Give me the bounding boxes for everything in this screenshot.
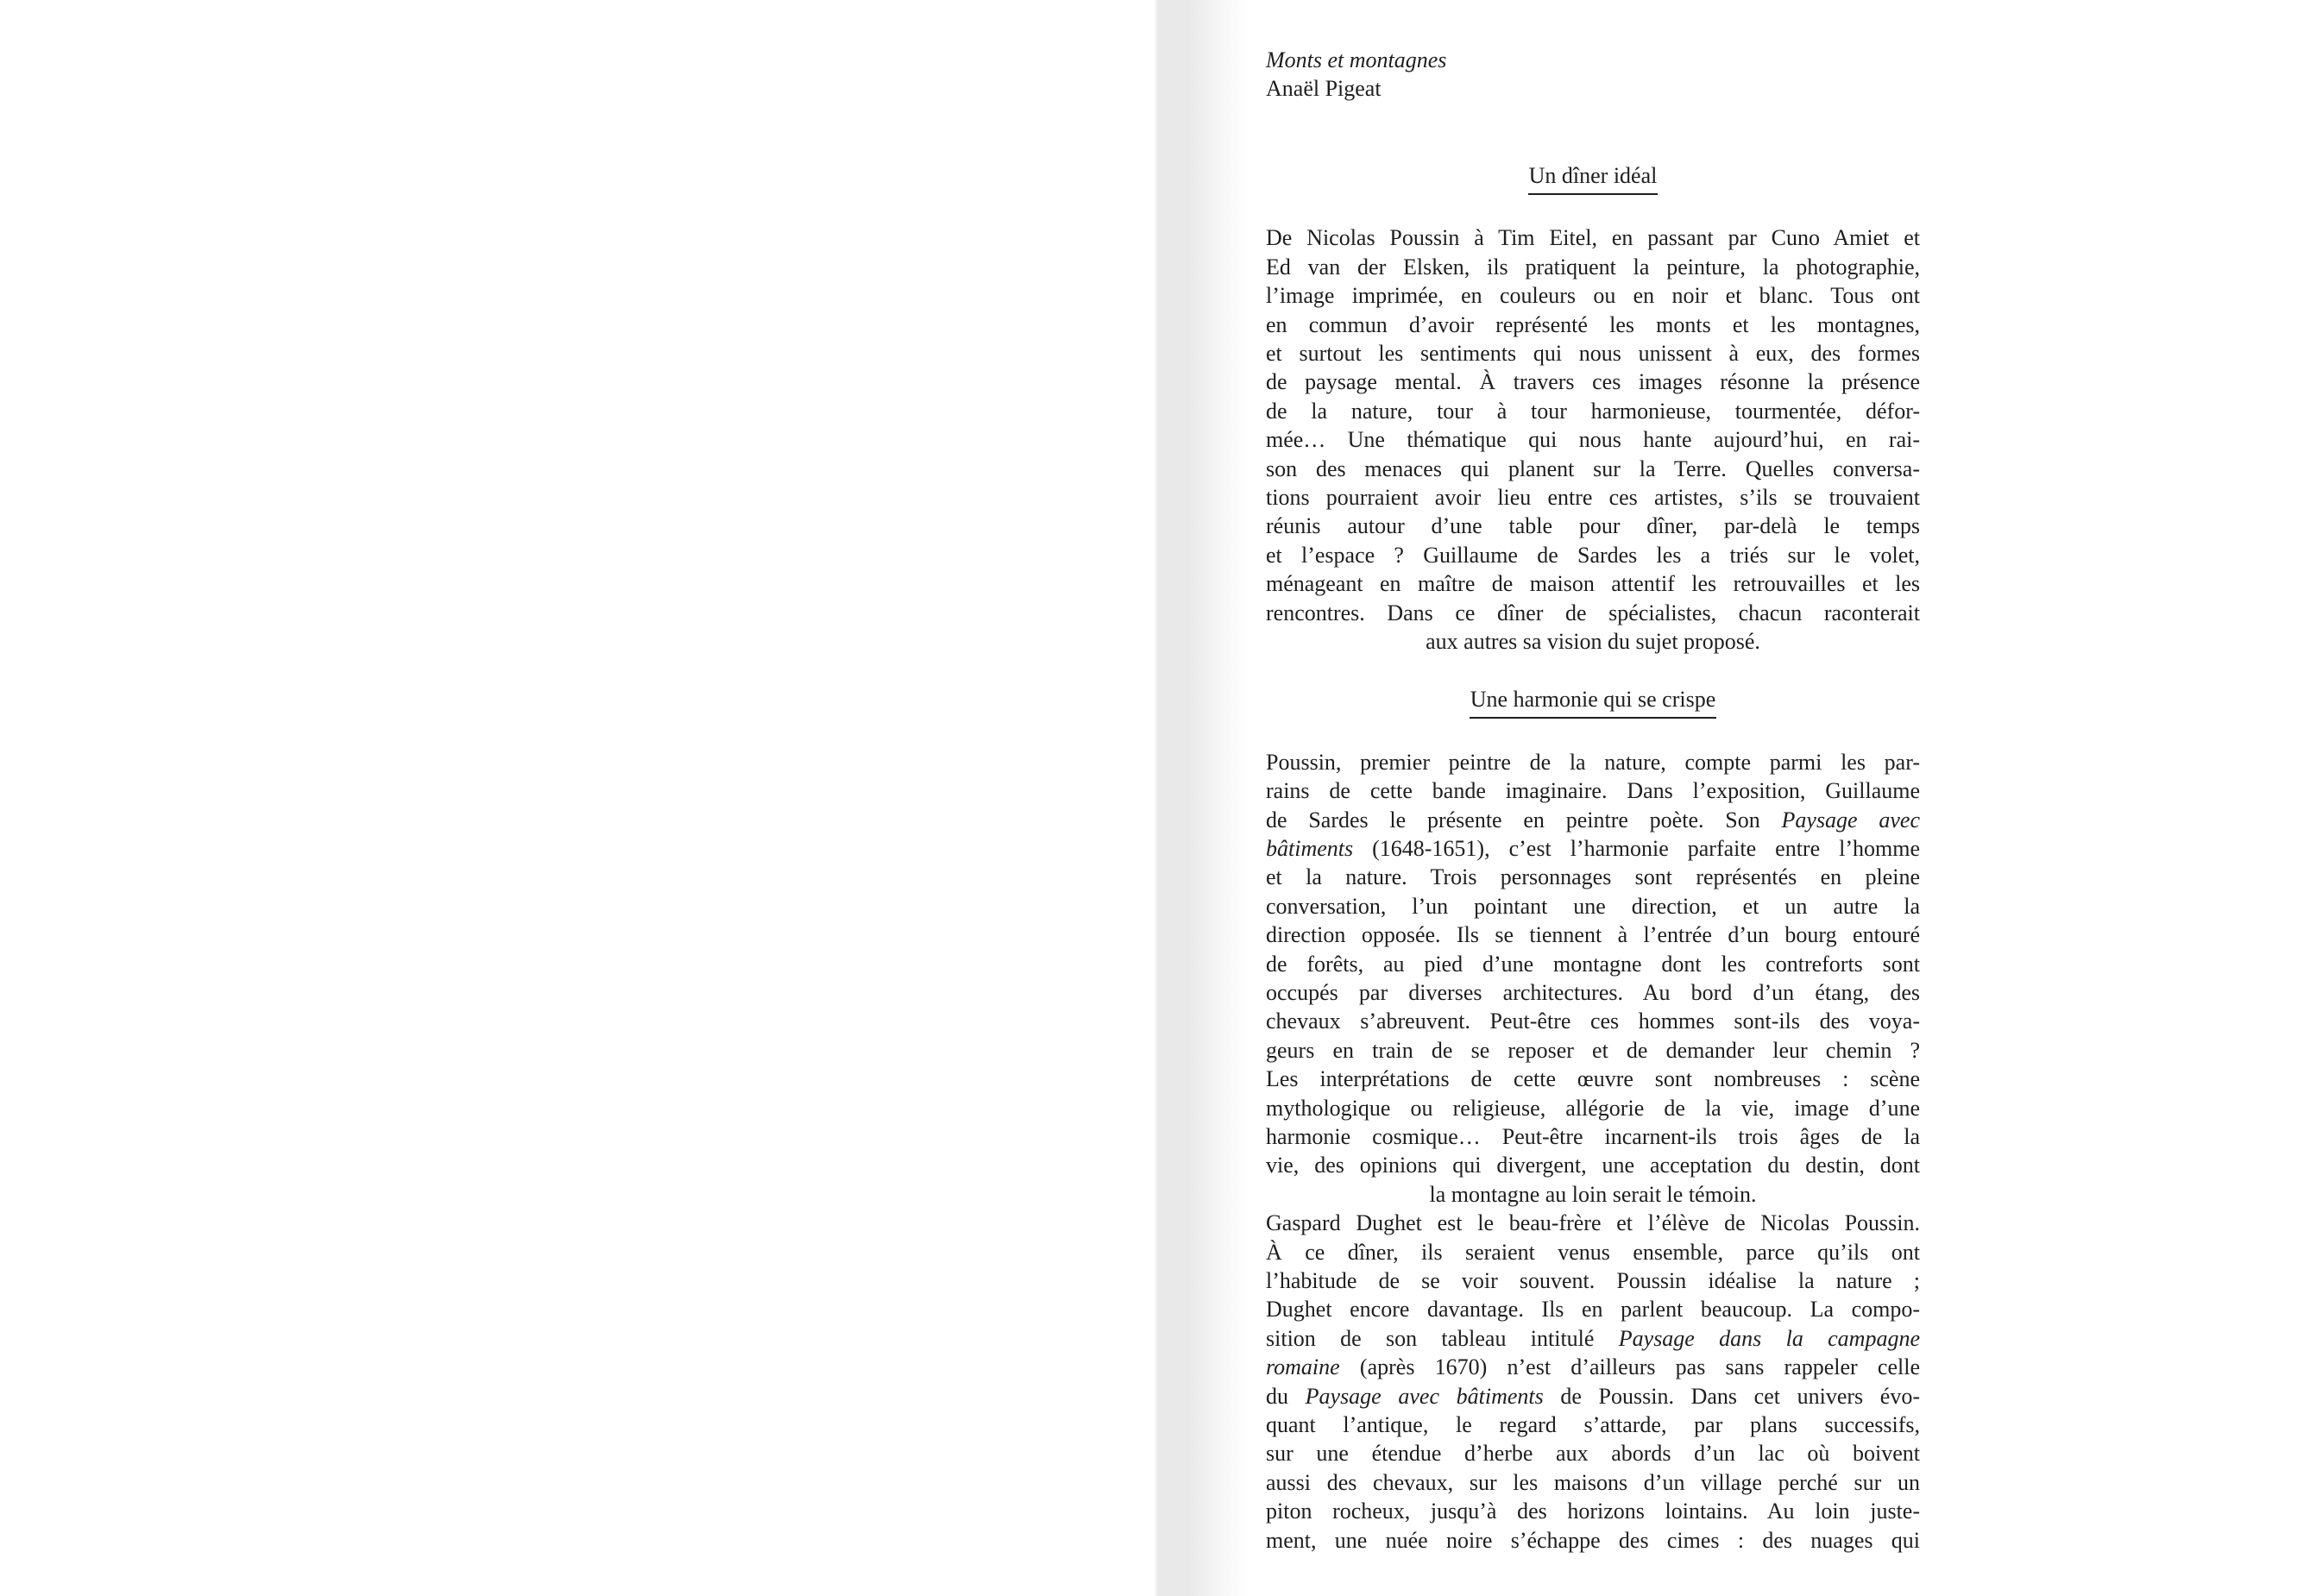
text-line (1266, 1238, 1920, 1266)
text-line (1266, 863, 1920, 891)
text-segment: ménageant en maître de maison attentif les retrouvailles et les (1266, 571, 1920, 597)
italic-text: bâtiments (1266, 835, 1354, 861)
text-line (1266, 1324, 1920, 1353)
text-line (1266, 599, 1920, 627)
text-segment: réunis autour d’une table pour dîner, par-delà le temps (1266, 513, 1920, 539)
text-line (1266, 1094, 1920, 1122)
text-line (1266, 455, 1920, 483)
text-line (1266, 368, 1920, 396)
italic-text: romaine (1266, 1354, 1340, 1380)
text-line (1266, 425, 1920, 454)
text-line (1266, 950, 1920, 978)
text-segment: mée… Une thématique qui nous hante aujourd’hui, en rai- (1266, 427, 1920, 453)
text-segment: chevaux s’abreuvent. Peut-être ces hommes sont-ils des voya- (1266, 1008, 1920, 1034)
text-line (1266, 1007, 1920, 1035)
text-segment: de Poussin. Dans cet univers évo- (1543, 1383, 1921, 1409)
paragraph (1266, 223, 1920, 656)
text-column (1266, 46, 1920, 1555)
gutter-shadow (1154, 0, 1250, 1596)
text-line (1266, 541, 1920, 569)
text-segment: la montagne au loin serait le témoin. (1429, 1181, 1757, 1207)
text-segment: de la nature, tour à tour harmonieuse, tourmentée, défor- (1266, 398, 1920, 424)
sections-container (1266, 161, 1920, 1555)
section-heading (1266, 161, 1920, 195)
paragraph (1266, 748, 1920, 1210)
text-segment: l’image imprimée, en couleurs ou en noir et blanc. Tous ont (1266, 283, 1920, 309)
text-segment: geurs en train de se reposer et de demander leur chemin ? (1266, 1037, 1920, 1063)
text-segment: piton rocheux, jusqu’à des horizons lointains. Au loin juste- (1266, 1499, 1920, 1524)
text-segment: Ed van der Elsken, ils pratiquent la peinture, la photographie, (1266, 254, 1920, 280)
text-segment: de forêts, au pied d’une montagne dont les contreforts sont (1266, 951, 1920, 977)
text-line (1266, 1065, 1920, 1093)
text-line (1266, 892, 1920, 921)
text-segment: aux autres sa vision du sujet proposé. (1426, 629, 1760, 655)
text-line (1266, 1036, 1920, 1065)
text-line (1266, 253, 1920, 281)
text-segment: Poussin, premier peintre de la nature, compte parmi les par- (1266, 749, 1920, 775)
article-byline (1266, 46, 1920, 104)
text-segment: Gaspard Dughet est le beau-frère et l’élève de Nicolas Poussin. (1266, 1210, 1920, 1236)
text-segment: conversation, l’un pointant une direction, et un autre la (1266, 893, 1920, 919)
text-segment: vie, des opinions qui divergent, une acceptation du destin, dont (1266, 1153, 1920, 1178)
text-segment: mythologique ou religieuse, allégorie de la vie, image d’une (1266, 1095, 1920, 1121)
article-title: Monts et montagnes (1266, 47, 1447, 72)
text-segment: l’habitude de se voir souvent. Poussin idéalise la nature ; (1266, 1268, 1920, 1293)
text-segment: rains de cette bande imaginaire. Dans l’exposition, Guillaume (1266, 778, 1920, 804)
text-line (1266, 1295, 1920, 1323)
italic-text: Paysage avec (1781, 807, 1921, 833)
text-line (1266, 627, 1920, 656)
text-line (1266, 483, 1920, 512)
text-segment: tions pourraient avoir lieu entre ces artistes, s’ils se trouvaient (1266, 485, 1920, 511)
text-segment: rencontres. Dans ce dîner de spécialistes, chacun raconterait (1266, 600, 1920, 625)
text-line (1266, 978, 1920, 1007)
text-segment: du (1266, 1383, 1306, 1409)
text-segment: (après 1670) n’est d’ailleurs pas sans rappeler celle (1339, 1354, 1920, 1380)
left-page-blank (0, 0, 1154, 1596)
text-segment: sition de son tableau intitulé (1266, 1325, 1619, 1351)
text-line (1266, 1353, 1920, 1381)
text-line (1266, 512, 1920, 540)
text-segment: de paysage mental. À travers ces images résonne la présence (1266, 369, 1920, 395)
text-line (1266, 1497, 1920, 1525)
text-segment: son des menaces qui planent sur la Terre. Quelles conversa- (1266, 456, 1920, 481)
text-line (1266, 834, 1920, 863)
text-line (1266, 397, 1920, 425)
text-line (1266, 1266, 1920, 1295)
section (1266, 161, 1920, 657)
text-line (1266, 921, 1920, 949)
text-line (1266, 806, 1920, 834)
text-line (1266, 223, 1920, 252)
text-segment: direction opposée. Ils se tiennent à l’entrée d’un bourg entouré (1266, 922, 1920, 948)
text-segment: et la nature. Trois personnages sont représentés en pleine (1266, 864, 1920, 890)
text-segment: ment, une nuée noire s’échappe des cimes : des nuages qui (1266, 1527, 1920, 1553)
text-segment: en commun d’avoir représenté les monts et les montagnes, (1266, 311, 1920, 337)
text-segment: sur une étendue d’herbe aux abords d’un lac où boivent (1266, 1441, 1920, 1467)
text-segment: Dughet encore davantage. Ils en parlent beaucoup. La compo- (1266, 1297, 1920, 1323)
section-heading-text: Une harmonie qui se crispe (1470, 685, 1716, 719)
text-line (1266, 776, 1920, 805)
text-line (1266, 1468, 1920, 1497)
text-segment: À ce dîner, ils seraient venus ensemble, parce qu’ils ont (1266, 1239, 1920, 1265)
text-line (1266, 311, 1920, 339)
text-segment: harmonie cosmique… Peut-être incarnent-ils trois âges de la (1266, 1123, 1920, 1149)
section (1266, 685, 1920, 1555)
text-line (1266, 1526, 1920, 1555)
text-line (1266, 748, 1920, 776)
text-segment: quant l’antique, le regard s’attarde, par plans successifs, (1266, 1412, 1920, 1438)
text-line (1266, 569, 1920, 598)
text-segment: Les interprétations de cette œuvre sont nombreuses : scène (1266, 1066, 1920, 1092)
article-author: Anaël Pigeat (1266, 76, 1382, 102)
text-segment: aussi des chevaux, sur les maisons d’un village perché sur un (1266, 1469, 1920, 1495)
text-line (1266, 1382, 1920, 1411)
paragraph (1266, 1209, 1920, 1555)
text-segment: et surtout les sentiments qui nous unissent à eux, des formes (1266, 341, 1920, 367)
text-segment: (1648-1651), c’est l’harmonie parfaite entre l’homme (1353, 835, 1920, 861)
text-line (1266, 1122, 1920, 1151)
text-line (1266, 1151, 1920, 1179)
text-line (1266, 1180, 1920, 1209)
text-line (1266, 1411, 1920, 1439)
text-segment: de Sardes le présente en peintre poète. Son (1266, 807, 1782, 833)
text-segment: et l’espace ? Guillaume de Sardes les a triés sur le volet, (1266, 542, 1920, 568)
text-line (1266, 339, 1920, 368)
italic-text: Paysage dans la campagne (1618, 1325, 1920, 1351)
text-line (1266, 281, 1920, 310)
text-line (1266, 1439, 1920, 1467)
section-heading (1266, 685, 1920, 719)
text-line (1266, 1209, 1920, 1237)
section-heading-text: Un dîner idéal (1528, 161, 1659, 195)
italic-text: Paysage avec bâtiments (1305, 1383, 1544, 1409)
text-segment: De Nicolas Poussin à Tim Eitel, en passant par Cuno Amiet et (1266, 225, 1920, 251)
text-segment: occupés par diverses architectures. Au bord d’un étang, des (1266, 979, 1920, 1005)
